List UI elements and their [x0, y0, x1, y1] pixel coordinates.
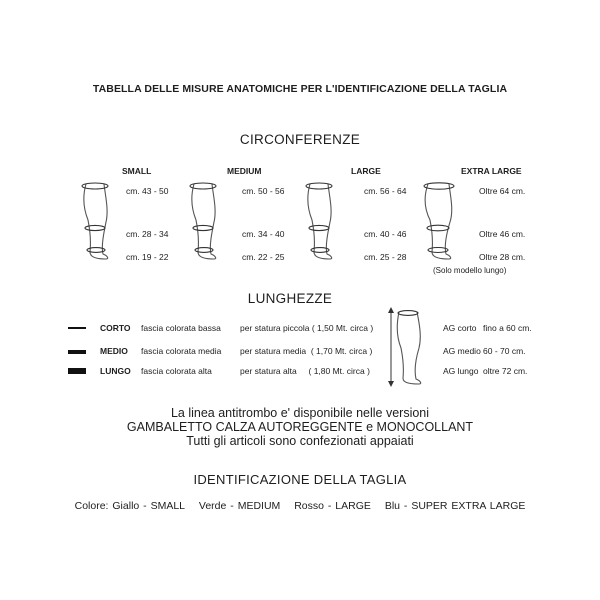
medium-calf-value: cm. 34 - 40: [242, 229, 285, 239]
identificazione-heading: IDENTIFICAZIONE DELLA TAGLIA: [193, 472, 407, 487]
small-calf-value: cm. 28 - 34: [126, 229, 169, 239]
length-leg-diagram: [385, 306, 435, 388]
size-header-small: SMALL: [122, 166, 152, 176]
ag-lungo-label: AG lungo: [443, 366, 479, 376]
length-medio-label: MEDIO: [100, 346, 128, 356]
small-thigh-value: cm. 43 - 50: [126, 186, 169, 196]
ag-medio-range: 60 - 70 cm.: [483, 346, 526, 356]
info-line-3: Tutti gli articoli sono confezionati appaiati: [186, 434, 414, 448]
color-yellow-small: Colore: Giallo - SMALL: [74, 500, 185, 512]
band-low-marker: [68, 327, 86, 329]
ag-lungo-range: oltre 72 cm.: [483, 366, 528, 376]
leg-diagram-small: [78, 180, 118, 265]
info-line-1: La linea antitrombo e' disponibile nelle versioni: [170, 406, 430, 420]
length-corto-label: CORTO: [100, 323, 131, 333]
lungo-stature: per statura alta ( 1,80 Mt. circa ): [240, 366, 370, 376]
medio-band: fascia colorata media: [141, 346, 222, 356]
xl-calf-value: Oltre 46 cm.: [479, 229, 526, 239]
size-header-medium: MEDIUM: [227, 166, 262, 176]
leg-diagram-large: [302, 180, 342, 265]
color-green-medium: Verde - MEDIUM: [198, 500, 281, 512]
medio-stature: per statura media ( 1,70 Mt. circa ): [240, 346, 373, 356]
color-legend: [0, 500, 600, 512]
ag-corto-range: fino a 60 cm.: [483, 323, 532, 333]
large-calf-value: cm. 40 - 46: [364, 229, 407, 239]
medium-thigh-value: cm. 50 - 56: [242, 186, 285, 196]
ag-medio-label: AG medio: [443, 346, 481, 356]
page-title: TABELLA DELLE MISURE ANATOMICHE PER L'IDENTIFICAZIONE DELLA TAGLIA: [92, 83, 508, 95]
corto-band: fascia colorata bassa: [141, 323, 221, 333]
leg-diagram-medium: [186, 180, 226, 265]
ag-corto-label: AG corto: [443, 323, 477, 333]
color-blue-super-xl: Blu - SUPER EXTRA LARGE: [384, 500, 526, 512]
size-header-large: LARGE: [351, 166, 381, 176]
lungo-band: fascia colorata alta: [141, 366, 212, 376]
large-ankle-value: cm. 25 - 28: [364, 252, 407, 262]
band-medium-marker: [68, 350, 86, 354]
length-lungo-label: LUNGO: [100, 366, 131, 376]
large-thigh-value: cm. 56 - 64: [364, 186, 407, 196]
medium-ankle-value: cm. 22 - 25: [242, 252, 285, 262]
small-ankle-value: cm. 19 - 22: [126, 252, 169, 262]
xl-thigh-value: Oltre 64 cm.: [479, 186, 526, 196]
size-header-extra-large: EXTRA LARGE: [461, 166, 522, 176]
color-red-large: Rosso - LARGE: [294, 500, 371, 512]
corto-stature: per statura piccola ( 1,50 Mt. circa ): [240, 323, 374, 333]
circonferenze-heading: CIRCONFERENZE: [239, 132, 361, 147]
band-high-marker: [68, 368, 86, 374]
leg-diagram-extra-large: [420, 180, 464, 265]
xl-ankle-value: Oltre 28 cm.: [479, 252, 526, 262]
lunghezze-heading: LUNGHEZZE: [247, 291, 333, 306]
xl-note: (Solo modello lungo): [433, 266, 507, 275]
info-line-2: GAMBALETTO CALZA AUTOREGGENTE e MONOCOLLANT: [126, 420, 474, 434]
